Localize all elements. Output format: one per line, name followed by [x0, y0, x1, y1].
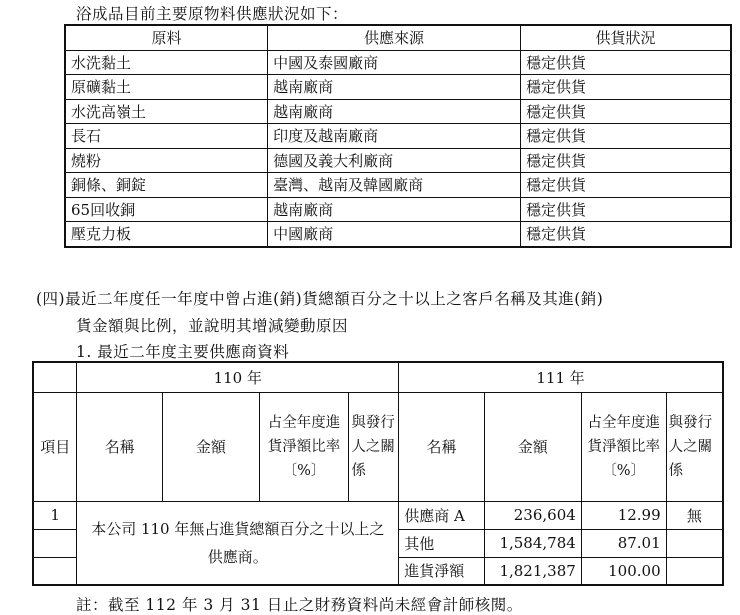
table-row	[65, 99, 731, 124]
source-cell: 越南廠商	[268, 75, 521, 100]
source-cell: 德國及義大利廠商	[268, 148, 521, 173]
supplier-amount: 236,604	[484, 501, 581, 529]
col-ratio-110: 占全年度進貨淨額比率〔%〕	[259, 392, 349, 501]
empty-index	[33, 557, 77, 585]
supplier-name: 供應商 A	[399, 501, 485, 529]
empty-index	[33, 529, 77, 557]
supplier-amount: 1,584,784	[484, 529, 581, 557]
header-source: 供應來源	[268, 25, 521, 50]
material-cell: 壓克力板	[65, 222, 268, 247]
footnote: 註：截至 112 年 3 月 31 日止之財務資料尚未經會計師核閱。	[76, 596, 523, 614]
col-amount-111: 金額	[484, 392, 581, 501]
year-110-header: 110 年	[77, 362, 399, 392]
supplier-amount: 1,821,387	[484, 557, 581, 585]
status-cell: 穩定供貨	[520, 148, 731, 173]
table-row	[33, 501, 723, 529]
header-material: 原料	[65, 25, 268, 50]
col-name-111: 名稱	[399, 392, 485, 501]
status-cell: 穩定供貨	[520, 124, 731, 149]
status-cell: 穩定供貨	[520, 75, 731, 100]
status-cell: 穩定供貨	[520, 222, 731, 247]
supplier-table	[32, 361, 724, 586]
col-name-110: 名稱	[77, 392, 163, 501]
table-row	[65, 197, 731, 222]
supplier-relation	[666, 557, 723, 585]
source-cell: 越南廠商	[268, 197, 521, 222]
supplier-relation: 無	[666, 501, 723, 529]
material-cell: 原礦黏土	[65, 75, 268, 100]
col-amount-110: 金額	[163, 392, 260, 501]
supplier-name: 進貨淨額	[399, 557, 485, 585]
section-four-line2: 貨金額與比例，並說明其增減變動原因	[76, 317, 349, 335]
supplier-ratio: 87.01	[581, 529, 666, 557]
source-cell: 中國及泰國廠商	[268, 50, 521, 75]
header-status: 供貨狀況	[520, 25, 731, 50]
status-cell: 穩定供貨	[520, 173, 731, 198]
col-ratio-111: 占全年度進貨淨額比率〔%〕	[581, 392, 666, 501]
material-cell: 65回收銅	[65, 197, 268, 222]
supplier-ratio: 12.99	[581, 501, 666, 529]
source-cell: 越南廠商	[268, 99, 521, 124]
material-cell: 燒粉	[65, 148, 268, 173]
col-item: 項目	[33, 392, 77, 501]
section-four-line1: (四)最近二年度任一年度中曾占進(銷)貨總額百分之十以上之客戶名稱及其進(銷)	[36, 290, 604, 308]
source-cell: 中國廠商	[268, 222, 521, 247]
status-cell: 穩定供貨	[520, 50, 731, 75]
supplier-name: 其他	[399, 529, 485, 557]
table-row	[65, 148, 731, 173]
table-row	[65, 50, 731, 75]
source-cell: 印度及越南廠商	[268, 124, 521, 149]
note-110: 本公司 110 年無占進貨總額百分之十以上之供應商。	[77, 501, 399, 585]
table-row	[65, 222, 731, 247]
table-row	[65, 75, 731, 100]
material-cell: 水洗高嶺土	[65, 99, 268, 124]
col-relation-110: 與發行人之關係	[349, 392, 399, 501]
status-cell: 穩定供貨	[520, 197, 731, 222]
supplier-relation	[666, 529, 723, 557]
material-cell: 銅條、銅錠	[65, 173, 268, 198]
status-cell: 穩定供貨	[520, 99, 731, 124]
col-relation-111: 與發行人之關係	[666, 392, 723, 501]
source-cell: 臺灣、越南及韓國廠商	[268, 173, 521, 198]
empty-corner	[33, 362, 77, 392]
table-header-row	[65, 25, 731, 50]
materials-table	[64, 24, 732, 248]
intro-line: 浴成品目前主要原物料供應狀況如下：	[76, 5, 349, 23]
table-row	[65, 124, 731, 149]
subheading: 1. 最近二年度主要供應商資料	[76, 343, 290, 361]
material-cell: 水洗黏土	[65, 50, 268, 75]
table-row	[65, 173, 731, 198]
supplier-ratio: 100.00	[581, 557, 666, 585]
year-111-header: 111 年	[399, 362, 723, 392]
row-index: 1	[33, 501, 77, 529]
material-cell: 長石	[65, 124, 268, 149]
